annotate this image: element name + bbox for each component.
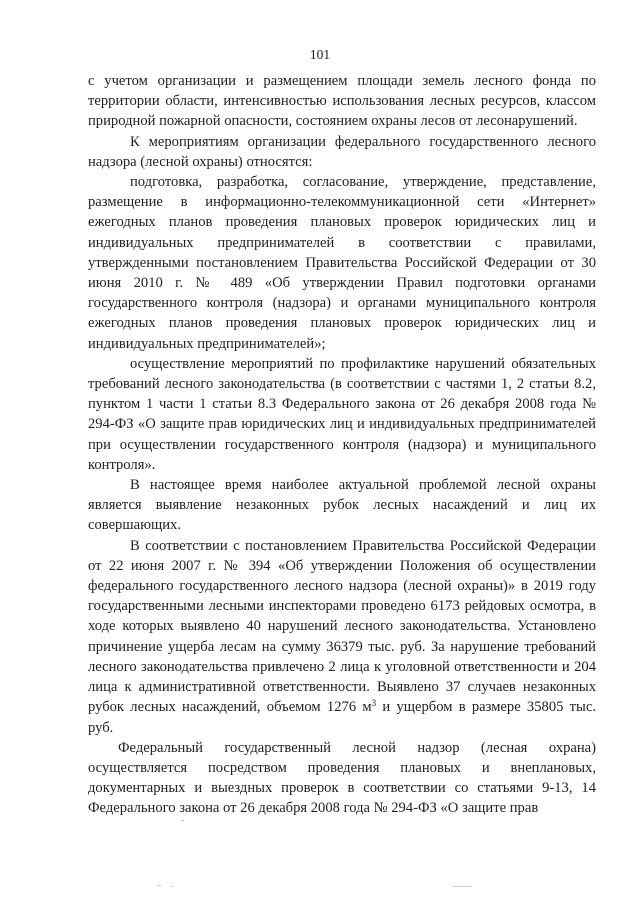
paragraph-5: В настоящее время наиболее актуальной проблемой лесной охраны является выявление незаконных рубок лесных насаждений и лиц их совершающих. xyxy=(88,477,596,534)
paragraph-2: К мероприятиям организации федерального государственного лесного надзора (лесной охраны) относятся: xyxy=(88,133,596,170)
scan-speck xyxy=(182,820,184,821)
page-number: 101 xyxy=(309,47,331,62)
scan-speck xyxy=(171,886,173,887)
paragraph-7: Федеральный государственный лесной надзор (лесная охрана) осуществляется посредством проведения плановых и внеплановых, документарных и выездных проверок в соответствии со статьями 9-13, 14 Федерального закона от 26 декабря 2008 года № 294-ФЗ «О защите прав xyxy=(88,739,596,817)
paragraph-1: с учетом организации и размещением площади земель лесного фонда по территории области, интенсивностью использования лесных ресурсов, классом природной пожарной опасности, состоянием охраны лесов от лесонарушений. xyxy=(88,73,596,130)
paragraph-3: подготовка, разработка, согласование, утверждение, представление, размещение в информационно-телекоммуникационной сети «Интернет» ежегодных планов проведения плановых проверок юридических лиц и индивидуальных предпринимателей в соответствии с правилами, утвержденными постановлением Правительства Российской Федерации от 30 июня 2010 г. № 489 «Об утверждении Правил подготовки органами государственного контроля (надзора) и органами муниципального контроля ежегодных планов проведения плановых проверок юридических лиц и индивидуальных предпринимателей»; xyxy=(88,174,596,352)
scan-speck xyxy=(158,885,161,886)
paragraph-6-text: В соответствии с постановлением Правительства Российской Федерации от 22 июня 2007 г. № 394 «Об утверждении Положения об осуществлении федерального государственного лесного надзора (лесной охраны)» в 2019 году государственными лесными инспекторами проведено 6173 рейдовых осмотра, в ходе которых выявлено 40 нарушений лесного законодательства. Установлено причинение ущерба лесам на сумму 36379 тыс. руб. За нарушение требований лесного законодательства привлечено 2 лица к уголовной ответственности и 204 лица к административной ответственности. Выявлено 37 случаев незаконных рубок лесных насаждений, объемом 1276 м xyxy=(88,537,596,716)
scan-speck xyxy=(452,886,472,887)
cubic-exponent: 3 xyxy=(371,698,377,709)
paragraph-6-tail: и ущербом в размере 35805 тыс. руб. xyxy=(88,699,596,736)
paragraph-4: осуществление мероприятий по профилактике нарушений обязательных требований лесного законодательства (в соответствии с частями 1, 2 статьи 8.2, пунктом 1 части 1 статьи 8.3 Федерального закона от 26 декабря 2008 года № 294-ФЗ «О защите прав юридических лиц и индивидуальных предпринимателей при осуществлении государственного контроля (надзора) и муниципального контроля». xyxy=(88,355,596,473)
